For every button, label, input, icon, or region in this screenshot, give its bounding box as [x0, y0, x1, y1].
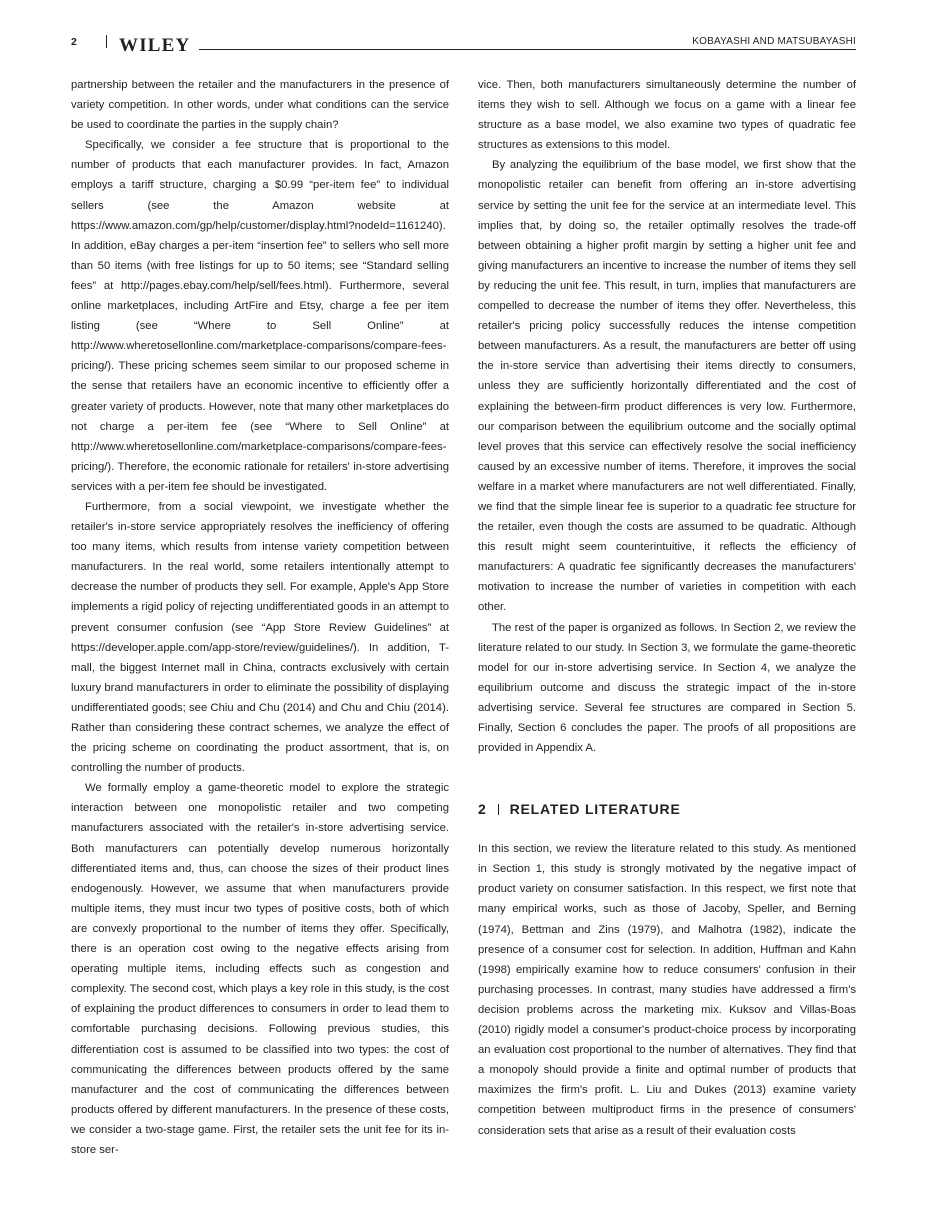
paragraph: Specifically, we consider a fee structure that is proportional to the number of products that each manufacturer provides. In fact, Amazon employs a tariff structure, charging a $0.99 “per-item fee” to individual sellers (see the Amazon website at https://www.amazon.com/gp/help/customer/display.html?nodeId=1161240). In addition, eBay charges a per-item “insertion fee” to sellers who sell more than 50 items (with free listings for up to 50 items; see “Standard selling fees” at http://pages.ebay.com/help/sell/fees.html). Furthermore, several online marketplaces, including ArtFire and Etsy, charge a fee per item listing (see “Where to Sell Online” at http://www.wheretosellonline.com/marketplace-comparisons/compare-fees-pricing/). These pricing schemes seem similar to our proposed scheme in the sense that retailers have an economic incentive to efficiently offer a greater variety of products. However, note that many other marketplaces do not charge a per-item fee (see “Where to Sell Online” at http://www.wheretosellonline.com/marketplace-comparisons/compare-fees-pricing/). Therefore, the economic rationale for retailers' in-store advertising services with a per-item fee should be investigated.: [71, 139, 449, 493]
section-title: RELATED LITERATURE: [509, 801, 681, 818]
paragraph: vice. Then, both manufacturers simultaneously determine the number of items they wish to sell. Although we focus on a game with a linear fee structure as a base model, we also examine two types of quadratic fee structures as extensions to this model.: [478, 79, 856, 152]
page-number: 2: [71, 36, 77, 48]
left-column: [71, 75, 449, 1160]
paragraph: In this section, we review the literature related to this study. As mentioned in Section 1, this study is strongly motivated by the negative impact of product variety on consumer satisfaction. In this respect, we first note that many empirical works, such as those of Jacoby, Speller, and Berning (1974), Bettman and Zins (1979), and Malhotra (1982), indicate the presence of a consumer cost for selection. In addition, Huffman and Kahn (1998) empirically examine how to reduce consumers' confusion in their purchasing processes. In contrast, many studies have addressed a firm's decision problems across the marketing mix. Kuksov and Villas-Boas (2010) rigidly model a consumer's product-choice process by incorporating an evaluation cost proportional to the number of alternatives. They find that a monopoly should provide a finite and optimal number of products that maximizes the firm's profit. L. Liu and Dukes (2013) examine variety competition between multiproduct firms in the presence of consumers' consideration sets that arise as a result of their evaluation costs: [478, 843, 856, 1137]
page-header: [71, 30, 856, 54]
paragraph: partnership between the retailer and the manufacturers in the presence of variety competition. In other words, under what conditions can the service be used to coordinate the parties in the supply chain?: [71, 79, 449, 132]
running-head: KOBAYASHI AND MATSUBAYASHI: [692, 36, 856, 47]
paragraph: We formally employ a game-theoretic model to explore the strategic interaction between one monopolistic retailer and two competing manufacturers associated with the retailer's in-store advertising service. Both manufacturers can potentially develop numerous horizontally differentiated items and, thus, can choose the sizes of their product lines endogenously. However, we assume that when manufacturers provide multiple items, they must incur two types of positive costs, both of which are convexly proportional to the number of items they offer. Specifically, there is an operation cost owing to the negative effects arising from operating multiple items, including effects such as congestion and complexity. The second cost, which plays a key role in this study, is the cost of explaining the product differences to consumers in order to lead them to comfortable purchasing decisions. Following previous studies, this differentiation cost is assumed to be classified into two types: the cost of communicating the differences between products offered by the same manufacturer and the cost of communicating the differences between products offered by different manufacturers. In the presence of these costs, we consider a two-stage game. First, the retailer sets the unit fee for its in-store ser-: [71, 782, 449, 1156]
right-column: [478, 75, 856, 1141]
publisher-logo: WILEY: [119, 35, 191, 56]
paragraph: By analyzing the equilibrium of the base model, we first show that the monopolistic retailer can benefit from offering an in-store advertising service by setting the unit fee for the service at an intermediate level. This implies that, by doing so, the retailer optimally resolves the trade-off between obtaining a higher profit margin by setting a higher unit fee and giving manufacturers an incentive to increase the number of items they sell by reducing the unit fee. This result, in turn, implies that manufacturers are compelled to decrease the number of items they offer. Nevertheless, this retailer's pricing policy successfully reduces the intense competition between manufacturers. As a result, the manufacturers are better off using the in-store service than advertising their items directly to consumers, unless they are sufficiently horizontally differentiated and the cost of explaining the between-firm product differences is very low. Furthermore, our comparison between the equilibrium outcome and the socially optimal level proves that this service can effectively resolve the social inefficiency caused by an excessive number of items. Therefore, it improves the social welfare in a market where manufacturers are not well differentiated. Finally, we find that the simple linear fee is superior to a quadratic fee structure for the retailer, even though the costs are assumed to be quadratic. Although this result might seem counterintuitive, it reflects the efficiency of manufacturers: A quadratic fee significantly decreases the manufacturers' motivation to increase the number of varieties in competition with each other.: [478, 159, 856, 614]
paragraph: Furthermore, from a social viewpoint, we investigate whether the retailer's in-store service appropriately resolves the inefficiency of offering too many items, which results from intense variety competition between manufacturers. In the real world, some retailers intentionally attempt to decrease the number of products they sell. For example, Apple's App Store implements a rigid policy of rejecting undifferentiated goods in an attempt to prevent consumer confusion (see “App Store Review Guidelines” at https://developer.apple.com/app-store/review/guidelines/). In addition, T-mall, the biggest Internet mall in China, contracts exclusively with certain luxury brand manufacturers in order to eliminate the possibility of displaying undifferentiated goods; see Chiu and Chu (2014) and Chu and Chiu (2014). Rather than considering these contract schemes, we analyze the effect of the pricing scheme on coordinating the product assortment, that is, on controlling the number of products.: [71, 500, 449, 775]
paragraph: The rest of the paper is organized as follows. In Section 2, we review the literature related to our study. In Section 3, we formulate the game-theoretic model for our in-store advertising service. In Section 4, we analyze the equilibrium outcome and discuss the strategic impact of the in-store advertising service. Several fee structures are compared in Section 5. Finally, Section 6 concludes the paper. The proofs of all propositions are provided in Appendix A.: [478, 621, 856, 755]
section-number: 2: [478, 801, 487, 818]
section-separator: [498, 804, 499, 815]
header-divider: [106, 35, 107, 48]
header-rule: [199, 49, 856, 50]
section-heading: [478, 799, 856, 819]
